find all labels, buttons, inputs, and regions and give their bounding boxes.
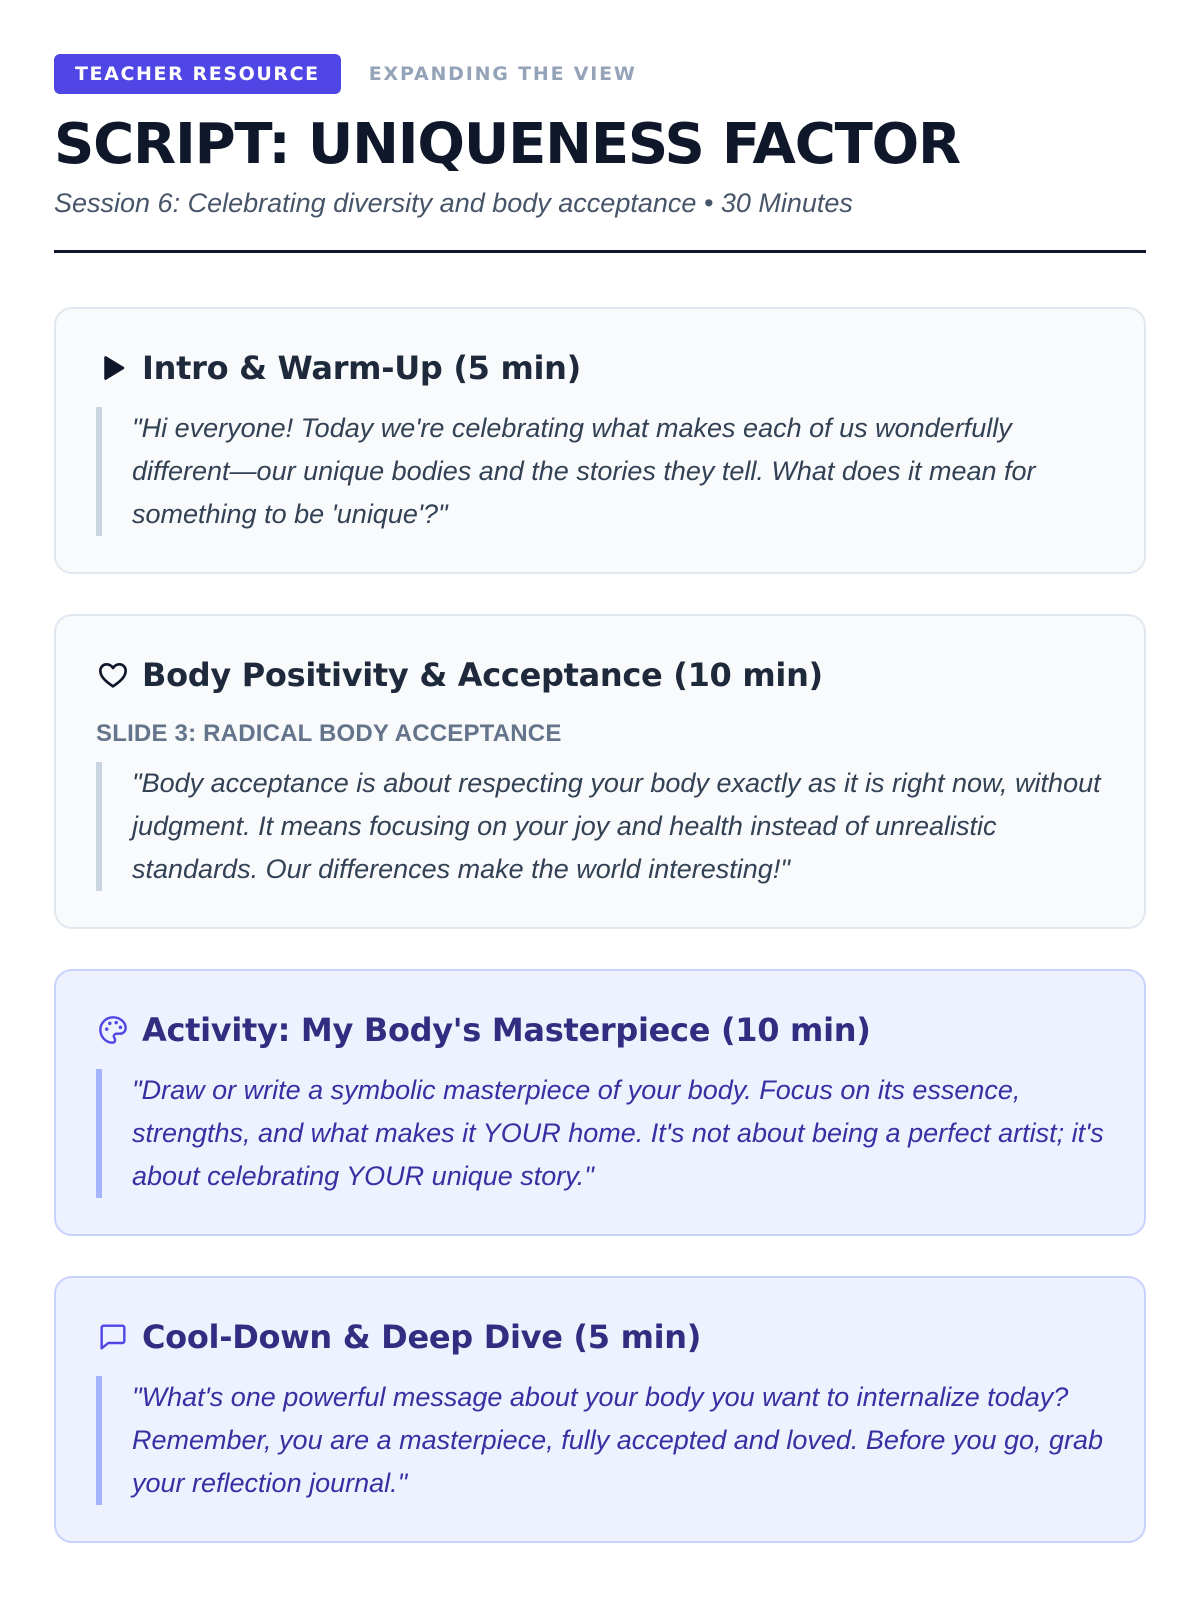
resource-badge: TEACHER RESOURCE [54, 54, 341, 94]
section-card-body-positivity [54, 614, 1146, 929]
section-header [96, 656, 1104, 694]
section-header [96, 1318, 1104, 1356]
section-card-cool-down [54, 1276, 1146, 1543]
header-top [54, 54, 1146, 94]
script-quote: "Body acceptance is about respecting your body exactly as it is right now, without judgment. It means focusing on your joy and health instead of unrealistic standards. Our differences make the world interesting!" [96, 762, 1104, 891]
heart-icon [96, 658, 130, 692]
message-icon [96, 1320, 130, 1354]
section-header [96, 349, 1104, 387]
page-subtitle: Session 6: Celebrating diversity and body acceptance • 30 Minutes [54, 188, 853, 218]
script-quote: "What's one powerful message about your body you want to internalize today? Remember, you are a masterpiece, fully accepted and loved. Before you go, grab your reflection journal." [96, 1376, 1104, 1505]
section-header [96, 1011, 1104, 1049]
section-title: Intro & Warm-Up (5 min) [142, 349, 581, 387]
section-card-activity [54, 969, 1146, 1236]
section-card-intro [54, 307, 1146, 574]
section-title: Activity: My Body's Masterpiece (10 min) [142, 1011, 871, 1049]
script-quote: "Draw or write a symbolic masterpiece of your body. Focus on its essence, strengths, and what makes it YOUR home. It's not about being a perfect artist; it's about celebrating YOUR unique story." [96, 1069, 1104, 1198]
palette-icon [96, 1013, 130, 1047]
page-title: SCRIPT: UNIQUENESS FACTOR [54, 112, 960, 177]
script-quote: "Hi everyone! Today we're celebrating what makes each of us wonderfully different—our unique bodies and the stories they tell. What does it mean for something to be 'unique'?" [96, 407, 1104, 536]
header-divider [54, 250, 1146, 253]
play-icon [96, 351, 130, 385]
slide-label: SLIDE 3: RADICAL BODY ACCEPTANCE [96, 720, 562, 747]
eyebrow-label: EXPANDING THE VIEW [368, 63, 637, 85]
section-title: Cool-Down & Deep Dive (5 min) [142, 1318, 702, 1356]
section-title: Body Positivity & Acceptance (10 min) [142, 656, 823, 694]
